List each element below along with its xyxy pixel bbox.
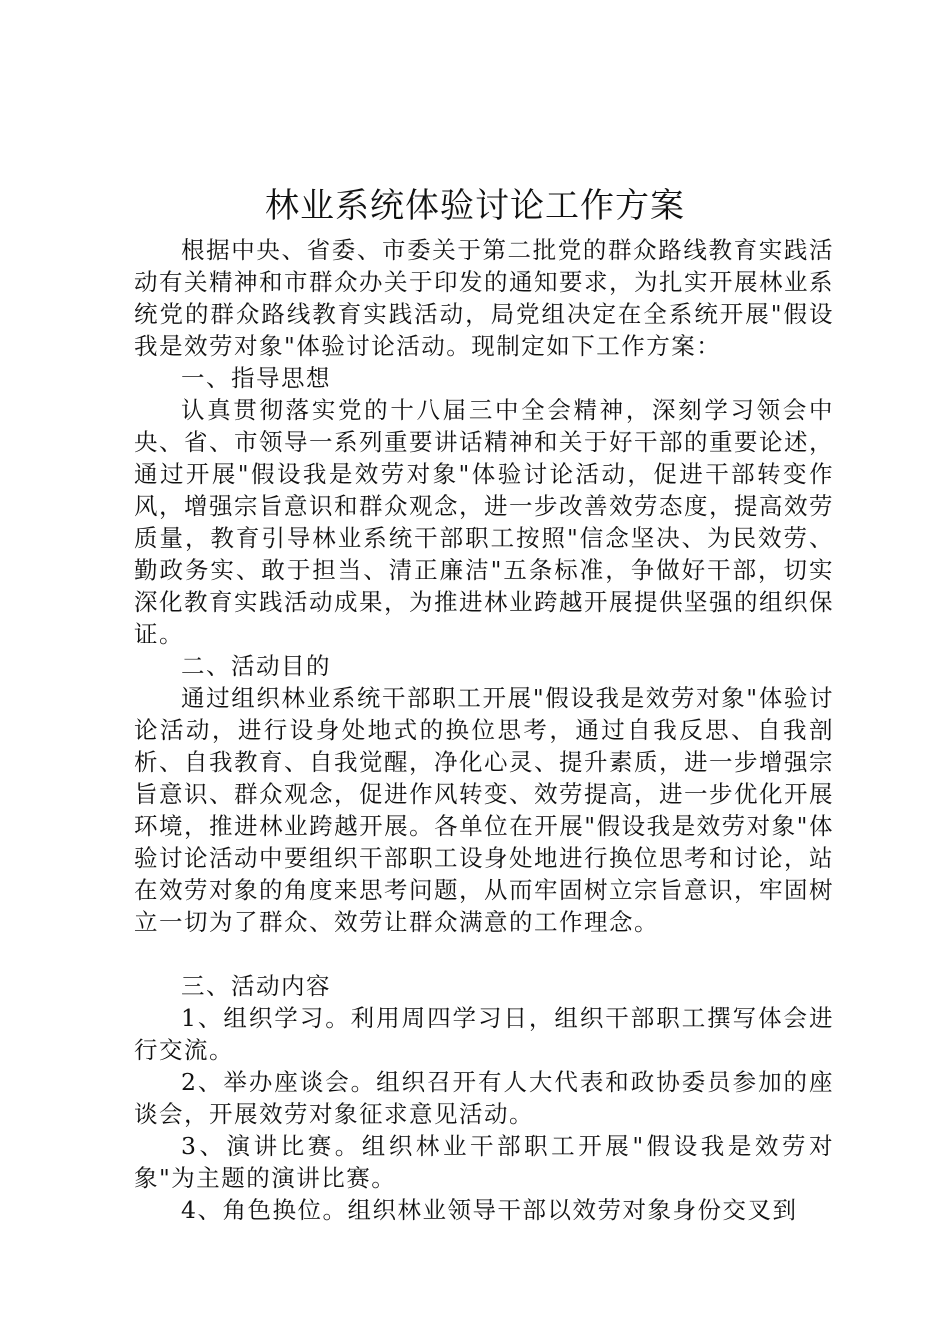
- content-item-4: 4、角色换位。组织林业领导干部以效劳对象身份交叉到: [181, 1196, 798, 1224]
- document-body: [134, 234, 834, 1226]
- document-title: 林业系统体验讨论工作方案: [265, 186, 685, 226]
- content-item-3: 3、演讲比赛。组织林业干部职工开展"假设我是效劳对象"为主题的演讲比赛。: [134, 1132, 834, 1192]
- intro-paragraph: 根据中央、省委、市委关于第二批党的群众路线教育实践活动有关精神和市群众办关于印发的通知要求，为扎实开展林业系统党的群众路线教育实践活动，局党组决定在全系统开展"假设我是效劳对象"体验讨论活动。现制定如下工作方案：: [134, 236, 834, 360]
- section-heading-guiding-ideology: 一、指导思想: [181, 364, 331, 392]
- section-heading-activity-content: 三、活动内容: [181, 972, 331, 1000]
- blank-line: [134, 938, 834, 970]
- section-heading-activity-purpose: 二、活动目的: [181, 652, 331, 680]
- content-item-1: 1、组织学习。利用周四学习日，组织干部职工撰写体会进行交流。: [134, 1004, 834, 1064]
- activity-purpose-paragraph: 通过组织林业系统干部职工开展"假设我是效劳对象"体验讨论活动，进行设身处地式的换位思考，通过自我反思、自我剖析、自我教育、自我觉醒，净化心灵、提升素质，进一步增强宗旨意识、群众观念，促进作风转变、效劳提高，进一步优化开展环境，推进林业跨越开展。各单位在开展"假设我是效劳对象"体验讨论活动中要组织干部职工设身处地进行换位思考和讨论，站在效劳对象的角度来思考问题，从而牢固树立宗旨意识，牢固树立一切为了群众、效劳让群众满意的工作理念。: [134, 684, 834, 936]
- guiding-ideology-paragraph: 认真贯彻落实党的十八届三中全会精神，深刻学习领会中央、省、市领导一系列重要讲话精神和关于好干部的重要论述，通过开展"假设我是效劳对象"体验讨论活动，促进干部转变作风，增强宗旨意识和群众观念，进一步改善效劳态度，提高效劳质量，教育引导林业系统干部职工按照"信念坚决、为民效劳、勤政务实、敢于担当、清正廉洁"五条标准，争做好干部，切实深化教育实践活动成果，为推进林业跨越开展提供坚强的组织保证。: [134, 396, 834, 648]
- content-item-2: 2、举办座谈会。组织召开有人大代表和政协委员参加的座谈会，开展效劳对象征求意见活动。: [134, 1068, 834, 1128]
